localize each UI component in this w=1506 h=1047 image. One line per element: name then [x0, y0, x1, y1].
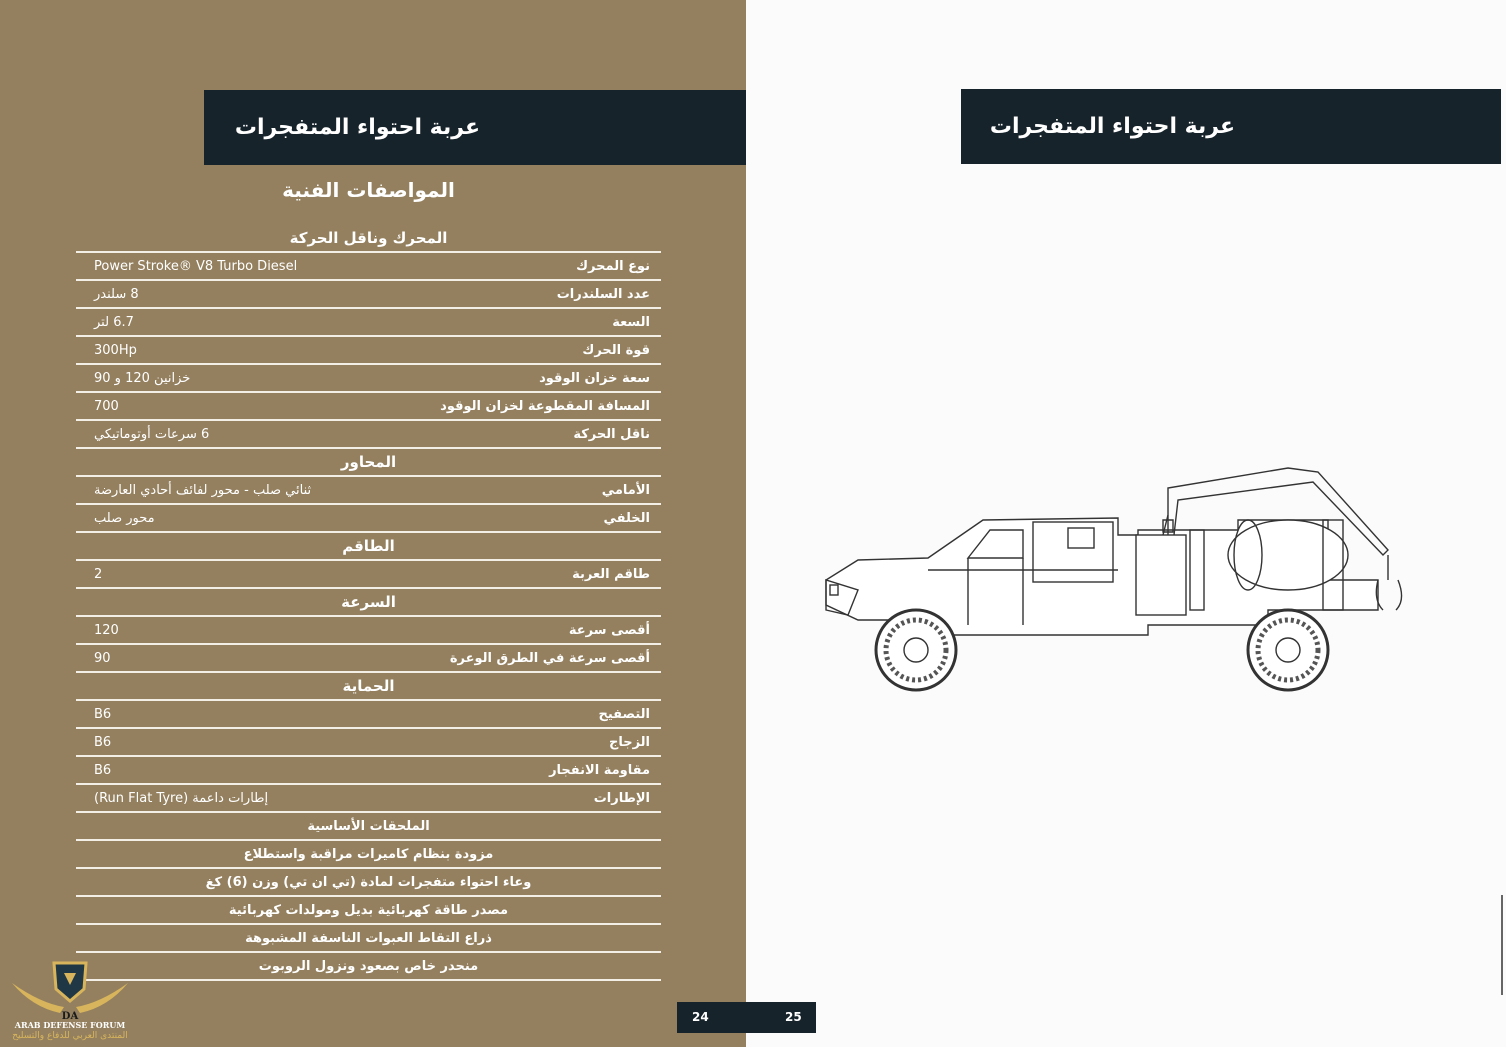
- spec-label: التصفيح: [598, 706, 650, 722]
- page-number-right: 25: [785, 1010, 802, 1024]
- spec-row: [76, 393, 661, 421]
- right-page-title: عربة احتواء المتفجرات: [961, 89, 1501, 164]
- spec-value: 8 سلندر: [94, 286, 139, 302]
- spec-value: 120: [94, 622, 119, 638]
- spec-label: أقصى سرعة: [568, 622, 650, 638]
- spec-section-heading: الطاقم: [76, 533, 661, 561]
- page-number-left: 24: [692, 1010, 709, 1024]
- spec-row: [76, 253, 661, 281]
- spec-label: أقصى سرعة في الطرق الوعرة: [449, 650, 650, 666]
- spec-value: 700: [94, 398, 119, 414]
- spec-section-heading: السرعة: [76, 589, 661, 617]
- spec-value: 6 سرعات أوتوماتيكي: [94, 426, 210, 442]
- spec-row: [76, 729, 661, 757]
- spec-label: الأمامي: [601, 482, 650, 498]
- spec-row: [76, 561, 661, 589]
- spec-row: [76, 617, 661, 645]
- spec-table: [76, 225, 661, 981]
- spec-label: الزجاج: [608, 734, 650, 750]
- spec-row: [76, 757, 661, 785]
- spec-row: [76, 701, 661, 729]
- shield-emblem-icon: [10, 955, 130, 1023]
- page-edge-line: [1501, 895, 1503, 995]
- page-numbers: [677, 1002, 816, 1033]
- spec-value: 300Hp: [94, 342, 137, 358]
- accessory-item: الملحقات الأساسية: [76, 813, 661, 841]
- spec-value: 90: [94, 650, 111, 666]
- spec-value: إطارات داعمة (Run Flat Tyre): [94, 790, 269, 806]
- left-page: [0, 0, 746, 1047]
- spec-label: مقاومة الانفجار: [549, 762, 650, 778]
- accessory-item: وعاء احتواء متفجرات لمادة (تي ان تي) وزن (6) كغ: [76, 869, 661, 897]
- spec-label: سعة خزان الوقود: [539, 370, 650, 386]
- spec-value: Power Stroke® V8 Turbo Diesel: [94, 258, 298, 274]
- spec-row: [76, 421, 661, 449]
- spec-row: [76, 337, 661, 365]
- spec-label: قوة الحرك: [582, 342, 650, 358]
- left-page-title: عربة احتواء المتفجرات: [204, 90, 746, 165]
- spec-row: [76, 785, 661, 813]
- spec-label: طاقم العربة: [572, 566, 650, 582]
- vehicle-line-drawing: [818, 460, 1418, 700]
- spec-row: [76, 281, 661, 309]
- spec-label: الإطارات: [593, 790, 650, 806]
- watermark-logo: [10, 955, 130, 1045]
- spec-value: ثنائي صلب - محور لفائف أحادي العارضة: [94, 482, 312, 498]
- accessory-item: ذراع التقاط العبوات الناسفة المشبوهة: [76, 925, 661, 953]
- spec-value: 6.7 لتر: [94, 314, 134, 330]
- spec-value: خزانين 120 و 90: [94, 370, 191, 386]
- spec-section-heading: المحرك وناقل الحركة: [76, 225, 661, 253]
- spec-heading: المواصفات الفنية: [282, 178, 455, 202]
- spec-label: نوع المحرك: [576, 258, 650, 274]
- spec-value: 2: [94, 566, 103, 582]
- spec-label: المسافة المقطوعة لخزان الوقود: [440, 398, 650, 414]
- spec-section-heading: الحماية: [76, 673, 661, 701]
- accessory-item: مزودة بنظام كاميرات مراقبة واستطلاع: [76, 841, 661, 869]
- spec-section-heading: المحاور: [76, 449, 661, 477]
- spec-value: محور صلب: [94, 510, 155, 526]
- accessory-item: منحدر خاص بصعود ونزول الروبوت: [76, 953, 661, 981]
- watermark-logo-text: DA: [61, 1011, 79, 1022]
- spec-label: الخلفي: [603, 510, 650, 526]
- spec-row: [76, 309, 661, 337]
- accessory-item: مصدر طاقة كهربائية بديل ومولدات كهربائية: [76, 897, 661, 925]
- spec-row: [76, 365, 661, 393]
- spec-row: [76, 505, 661, 533]
- spec-value: B6: [94, 734, 112, 750]
- watermark-line2: المنتدى العربي للدفاع والتسليح: [12, 1031, 128, 1041]
- spec-value: B6: [94, 762, 112, 778]
- spec-label: عدد السلندرات: [556, 286, 650, 302]
- spec-label: ناقل الحركة: [573, 426, 650, 442]
- spec-row: [76, 645, 661, 673]
- spec-value: B6: [94, 706, 112, 722]
- spec-label: السعة: [612, 314, 650, 330]
- watermark-line1: ARAB DEFENSE FORUM: [14, 1020, 126, 1030]
- spec-row: [76, 477, 661, 505]
